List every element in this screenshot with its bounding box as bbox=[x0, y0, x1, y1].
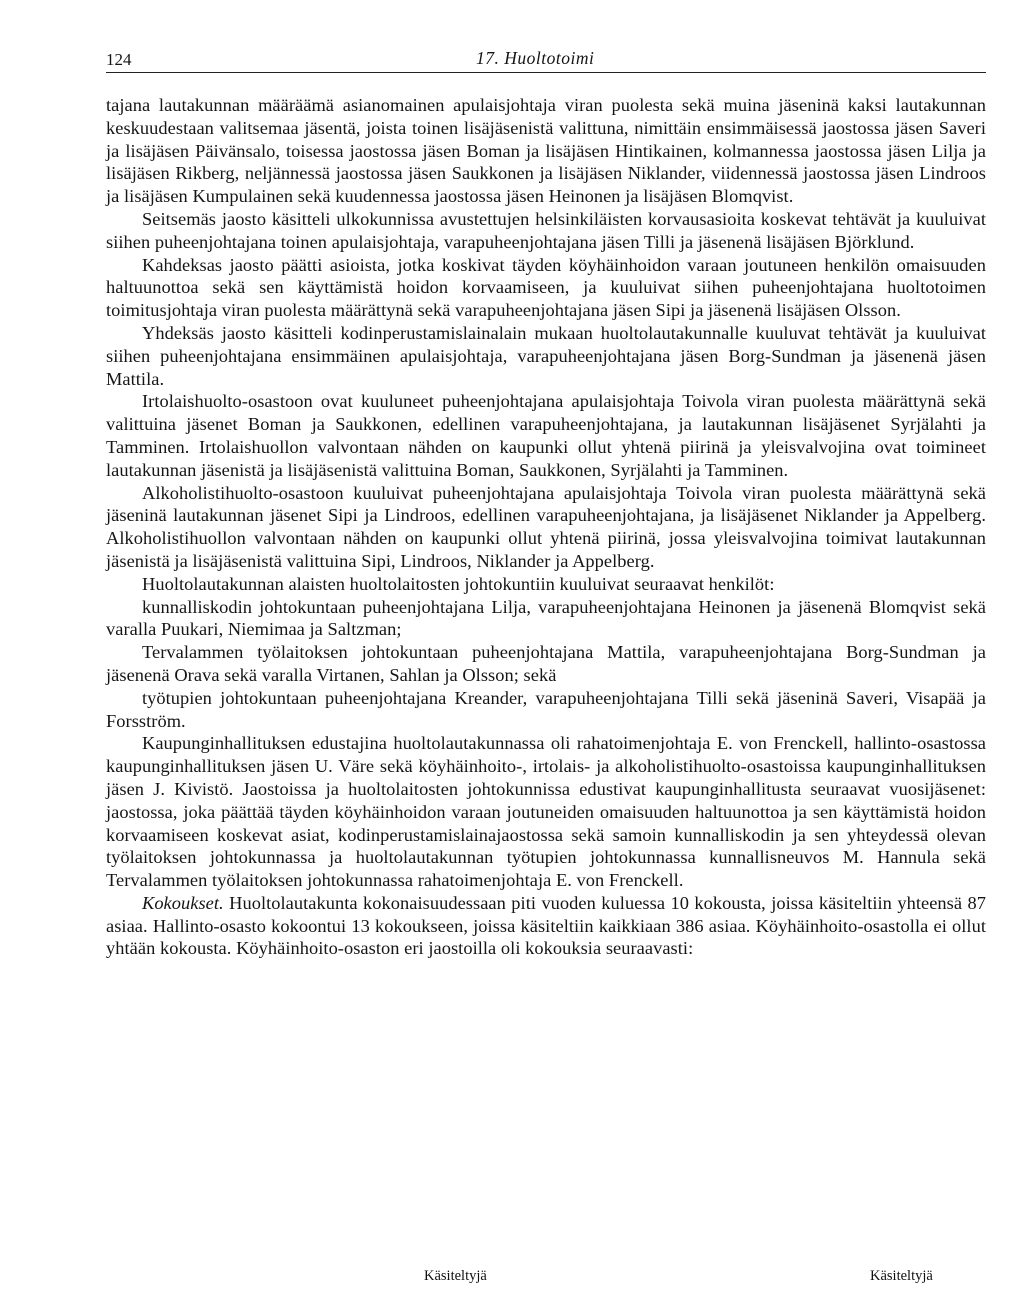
page-number: 124 bbox=[106, 50, 132, 69]
meetings-label: Kokoukset. bbox=[142, 892, 224, 913]
meetings-text: Huoltolautakunta kokonaisuudessaan piti vuoden kuluessa 10 kokousta, joissa käsiteltiin yhteensä 87 asiaa. Hallinto-osasto kokoontui 13 kokoukseen, joissa käsiteltiin kaikkiaan 386 asiaa. Köyhäinhoito-osastolla ei ollut yhtään kokousta. Köyhäinhoito-osaston eri jaostoilla oli kokouksia seuraavasti: bbox=[106, 892, 986, 959]
paragraph-alcoholic-department: Alkoholistihuolto-osastoon kuuluivat puheenjohtajana apulaisjohtaja Toivola viran puolesta määrättynä sekä jäseninä lautakunnan jäsenet Sipi ja Lindroos, edellinen varapuheenjohtajana, ja lisäjäsenet Niklander ja Appelberg. Alkoholistihuollon valvontaan nähden on kaupunki ollut yhtenä piirinä, jossa yleisvalvojina toimivat lautakunnan jäsenistä ja lisäjäsenistä valittuina Sipi, Lindroos, Niklander ja Appelberg. bbox=[106, 482, 986, 571]
list-item: työtupien johtokuntaan puheenjohtajana Kreander, varapuheenjohtajana Tilli sekä jäseninä Saveri, Visapää ja Forsström. bbox=[106, 687, 986, 731]
paragraph-ninth-section: Yhdeksäs jaosto käsitteli kodinperustamislainalain mukaan huoltolautakunnalle kuuluvat tehtävät ja kuuluivat siihen puheenjohtajana ensimmäinen apulaisjohtaja, varapuheenjohtajana jäsen Borg-Sundman ja jäsenenä jäsen Mattila. bbox=[106, 322, 986, 389]
list-item: Tervalammen työlaitoksen johtokuntaan puheenjohtajana Mattila, varapuheenjohtajana Borg-Sundman ja jäsenenä Orava sekä varalla Virtanen, Sahlan ja Olsson; sekä bbox=[106, 642, 986, 685]
paragraph-vagrancy-department: Irtolaishuolto-osastoon ovat kuuluneet puheenjohtajana apulaisjohtaja Toivola viran puolesta määrättynä sekä valittuina jäsenet Boman ja Saukkonen, edellinen varapuheenjohtajana, ja lautakunnan lisäjäsenet Syrjälahti ja Tamminen. Irtolaishuollon valvontaan nähden on kaupunki ollut yhtenä piirinä ja yleisvalvojina ovat toimineet lautakunnan jäsenistä ja lisäjäsenistä valittuina Boman, Saukkonen, Syrjälahti ja Tamminen. bbox=[106, 391, 986, 480]
page-header bbox=[106, 44, 986, 73]
running-title: 17. Huoltotoimi bbox=[476, 48, 595, 68]
paragraph-city-representatives: Kaupunginhallituksen edustajina huoltolautakunnassa oli rahatoimenjohtaja E. von Frenckell, hallinto-osastossa kaupunginhallituksen jäsen U. Väre sekä köyhäinhoito-, irtolais- ja alkoholistihuolto-osastoissa kaupunginhallituksen jäsen J. Kivistö. Jaostoissa ja huoltolaitosten johtokunnissa edustivat kaupunginhallitusta seuraavat vuosijäsenet: jaostossa, joka päättää täyden köyhäinhoidon varaan joutuneiden omaisuuden haltuunottoa ja sen käyttämistä hoidon korvaamiseen koskevat asiat, kodinperustamislainajaostossa sekä samoin kunnalliskodin ja sen yhteydessä olevan työlaitoksen johtokunnassa ja huoltolautakunnan työtupien johtokunnassa kunnallisneuvos M. Hannula sekä Tervalammen työlaitoksen johtokunnassa rahatoimenjohtaja E. von Frenckell. bbox=[106, 733, 986, 891]
paragraph-boards-intro: Huoltolautakunnan alaisten huoltolaitosten johtokuntiin kuuluivat seuraavat henkilöt: bbox=[142, 573, 775, 594]
table-column-header: Käsiteltyjä bbox=[424, 1268, 487, 1284]
list-item: kunnalliskodin johtokuntaan puheenjohtajana Lilja, varapuheenjohtajana Heinonen ja jäsenenä Blomqvist sekä varalla Puukari, Niemimaa ja Saltzman; bbox=[106, 596, 986, 640]
paragraph-continuation: tajana lautakunnan määräämä asianomainen apulaisjohtaja viran puolesta sekä muina jäseninä kaksi lautakunnan keskuudestaan valitsemaa jäsentä, joista toinen lisäjäsenistä valittuna, nimittäin ensimmäisessä jaostossa jäsen Saveri ja lisäjäsen Päivänsalo, toisessa jaostossa jäsen Boman ja lisäjäsen Hintikainen, kolmannessa jaostossa jäsen Lilja ja lisäjäsen Rikberg, neljännessä jaostossa jäsen Saukkonen ja lisäjäsen Niklander, viidennessä jaostossa jäsen Lindroos ja lisäjäsen Kumpulainen sekä kuudennessa jaostossa jäsen Heinonen ja lisäjäsen Blomqvist. bbox=[106, 95, 986, 207]
table-column-header: Käsiteltyjä bbox=[870, 1268, 933, 1284]
paragraph-meetings bbox=[106, 892, 986, 960]
body-text bbox=[106, 94, 986, 960]
paragraph-seventh-section: Seitsemäs jaosto käsitteli ulkokunnissa avustettujen helsinkiläisten korvausasioita koskevat tehtävät ja kuuluivat siihen puheenjohtajana toinen apulaisjohtaja, varapuheenjohtajana jäsen Tilli ja jäsenenä lisäjäsen Björklund. bbox=[106, 208, 986, 252]
paragraph-eighth-section: Kahdeksas jaosto päätti asioista, jotka koskivat täyden köyhäinhoidon varaan joutuneen henkilön omaisuuden haltuunottoa sekä sen käyttämistä hoidon korvaamiseen, ja kuuluivat siihen puheenjohtajana huoltotoimen toimitusjohtaja viran puolesta määrättynä sekä varapuheenjohtajana jäsen Sipi ja jäsenenä lisäjäsen Olsson. bbox=[106, 254, 986, 321]
